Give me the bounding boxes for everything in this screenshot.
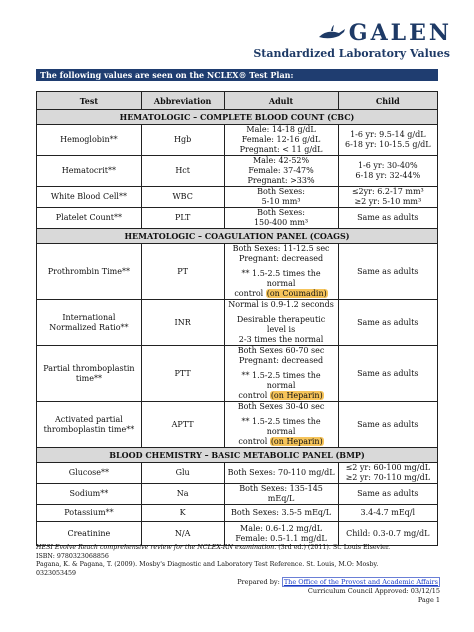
test-name-cell: Potassium** (37, 505, 142, 522)
adult-value-cell (224, 208, 338, 229)
table-row (37, 522, 438, 546)
child-value-cell (338, 156, 437, 187)
prepared-label: Prepared by (237, 578, 278, 586)
adult-value-cell (224, 125, 338, 156)
table-header-row (37, 92, 438, 110)
value-line: Both Sexes: (257, 187, 305, 196)
child-value-cell (338, 505, 437, 522)
lamp-icon (317, 25, 347, 41)
child-value-cell (338, 187, 437, 208)
section-row (37, 110, 438, 125)
value-line: 5-10 mm³ (261, 197, 301, 206)
abbreviation-cell: K (141, 505, 224, 522)
adult-value-cell (224, 484, 338, 505)
value-line: Both Sexes: 70-110 mg/dL (227, 468, 335, 477)
value-line: 2-3 times the normal (238, 335, 324, 344)
abbreviation-cell: Hct (141, 156, 224, 187)
table-row (37, 125, 438, 156)
table-row (37, 156, 438, 187)
medication-highlight: (on Heparin) (270, 391, 323, 400)
value-line: ≤2 yr: 60-100 mg/dL (345, 463, 431, 472)
test-name-cell: Platelet Count** (37, 208, 142, 229)
value-line: Both Sexes: (257, 208, 305, 217)
page-subtitle: Standardized Laboratory Values (253, 47, 450, 60)
table-row (37, 505, 438, 522)
value-line: 3.4-4.7 mEq/l (360, 508, 416, 517)
test-name-cell: White Blood Cell** (37, 187, 142, 208)
value-line: Female: 12-16 g/dL (241, 135, 321, 144)
test-name-cell: Hemoglobin** (37, 125, 142, 156)
value-line: Pregnant: >33% (247, 176, 315, 185)
table-row (37, 346, 438, 402)
section-title: BLOOD CHEMISTRY – BASIC METABOLIC PANEL (BMP) (37, 448, 438, 463)
abbreviation-cell: Na (141, 484, 224, 505)
value-line: Same as adults (357, 266, 419, 276)
value-line: Both Sexes: 135-145 mEq/L (239, 484, 323, 503)
abbreviation-cell: N/A (141, 522, 224, 546)
adult-value-cell (224, 522, 338, 546)
child-value-cell (338, 244, 437, 300)
test-name-cell: International Normalized Ratio** (37, 300, 142, 346)
table-row (37, 484, 438, 505)
value-line: control (on Heparin) (238, 391, 323, 400)
section-row (37, 229, 438, 244)
table-row (37, 208, 438, 229)
references (36, 544, 446, 578)
value-line: Female: 37-47% (248, 166, 314, 175)
value-line: Same as adults (357, 317, 419, 327)
value-line: Same as adults (357, 368, 419, 378)
value-line: control (on Heparin) (238, 437, 323, 446)
adult-value-cell (224, 187, 338, 208)
section-title: HEMATOLOGIC – COAGULATION PANEL (COAGS) (37, 229, 438, 244)
value-line: ≤2yr: 6.2-17 mm³ (351, 187, 424, 196)
child-value-cell (338, 522, 437, 546)
child-value-cell (338, 484, 437, 505)
value-line: Desirable therapeutic level is (236, 315, 326, 334)
column-header: Abbreviation (141, 92, 224, 110)
column-header: Child (338, 92, 437, 110)
section-title: HEMATOLOGIC – COMPLETE BLOOD COUNT (CBC) (37, 110, 438, 125)
test-name-cell: Partial thromboplastin time** (37, 346, 142, 402)
value-line: 6-18 yr: 32-44% (355, 171, 421, 180)
test-name-cell: Glucose** (37, 463, 142, 484)
test-name-cell: Sodium** (37, 484, 142, 505)
value-line: Female: 0.5-1.1 mg/dL (235, 533, 327, 543)
plan-banner: The following values are seen on the NCLEX® Test Plan: (36, 69, 438, 81)
value-line: control (on Coumadin) (234, 289, 327, 298)
adult-value-cell (224, 402, 338, 448)
galen-logo (317, 20, 452, 46)
value-line: 1-6 yr: 9.5-14 g/dL (350, 130, 426, 139)
table-row (37, 300, 438, 346)
abbreviation-cell: Glu (141, 463, 224, 484)
adult-value-cell (224, 156, 338, 187)
adult-value-cell (224, 346, 338, 402)
value-line: ≥2 yr: 70-110 mg/dL (345, 473, 431, 482)
abbreviation-cell: PT (141, 244, 224, 300)
adult-value-cell (224, 300, 338, 346)
abbreviation-cell: APTT (141, 402, 224, 448)
table-row (37, 402, 438, 448)
value-line: Pregnant: decreased (238, 356, 324, 365)
child-value-cell (338, 346, 437, 402)
abbreviation-cell: Hgb (141, 125, 224, 156)
column-header: Test (37, 92, 142, 110)
column-header: Adult (224, 92, 338, 110)
value-line: Pregnant: < 11 g/dL (239, 145, 323, 154)
lab-values-table (36, 91, 438, 546)
abbreviation-cell: WBC (141, 187, 224, 208)
table-row (37, 244, 438, 300)
approval-date: Curriculum Council Approved: 03/12/15 (307, 587, 440, 595)
test-name-cell: Hematocrit** (37, 156, 142, 187)
child-value-cell (338, 402, 437, 448)
logo-text: GALEN (348, 20, 452, 46)
value-line: Child: 0.3-0.7 mg/dL (346, 528, 430, 538)
value-line: Pregnant: decreased (238, 254, 324, 263)
value-line: Same as adults (357, 419, 419, 429)
medication-highlight: (on Heparin) (270, 437, 323, 446)
child-value-cell (338, 300, 437, 346)
value-line: 6-18 yr: 10-15.5 g/dL (345, 140, 431, 149)
abbreviation-cell: INR (141, 300, 224, 346)
value-line: Same as adults (357, 213, 419, 222)
value-line: ** 1.5-2.5 times the normal (241, 417, 321, 436)
adult-value-cell (224, 463, 338, 484)
value-line: Male: 42-52% (252, 156, 310, 165)
child-value-cell (338, 463, 437, 484)
value-line: ** 1.5-2.5 times the normal (241, 269, 321, 288)
section-row (37, 448, 438, 463)
table-row (37, 463, 438, 484)
reference-line: Pagana, K. & Pagana, T. (2009). Mosby's Diagnostic and Laboratory Test Reference. St. Louis, M.O: Mosby. (36, 561, 379, 569)
abbreviation-cell: PTT (141, 346, 224, 402)
value-line: Both Sexes: 11-12.5 sec (232, 244, 330, 253)
page-number: Page 1 (417, 596, 440, 604)
reference-line: 0323053459 (36, 569, 77, 577)
value-line: Male: 0.6-1.2 mg/dL (240, 523, 323, 533)
value-line: ≥2 yr: 5-10 mm³ (354, 197, 422, 206)
test-name-cell: Creatinine (37, 522, 142, 546)
table-row (37, 187, 438, 208)
footer: Prepared by: The Office of the Provost and Academic Affairs Curriculum Council Approved: 03/12/15 Page 1 (237, 578, 440, 604)
medication-highlight: (on Coumadin) (266, 289, 327, 298)
test-name-cell: Prothrombin Time** (37, 244, 142, 300)
child-value-cell (338, 125, 437, 156)
value-line: Same as adults (357, 489, 419, 498)
reference-line: HESI Evolve Reach comprehensive review for the NCLEX-RN examination. (3rd ed.) (2011). St. Louis Elsevier. (36, 544, 391, 551)
value-line: 1-6 yr: 30-40% (357, 161, 418, 170)
value-line: ** 1.5-2.5 times the normal (241, 371, 321, 390)
adult-value-cell (224, 505, 338, 522)
value-line: Normal is 0.9-1.2 seconds (228, 300, 334, 309)
value-line: Male: 14-18 g/dL (246, 125, 316, 134)
value-line: Both Sexes: 3.5-5 mEq/L (231, 508, 332, 517)
value-line: 150-400 mm³ (253, 218, 309, 227)
reference-line: ISBN: 9780323068856 (36, 552, 109, 560)
value-line: Both Sexes 60-70 sec (237, 346, 325, 355)
child-value-cell (338, 208, 437, 229)
provost-office-link[interactable]: The Office of the Provost and Academic Affairs (283, 578, 438, 586)
test-name-cell: Activated partial thromboplastin time** (37, 402, 142, 448)
abbreviation-cell: PLT (141, 208, 224, 229)
value-line: Both Sexes 30-40 sec (237, 402, 325, 411)
adult-value-cell (224, 244, 338, 300)
page-header (0, 0, 474, 70)
